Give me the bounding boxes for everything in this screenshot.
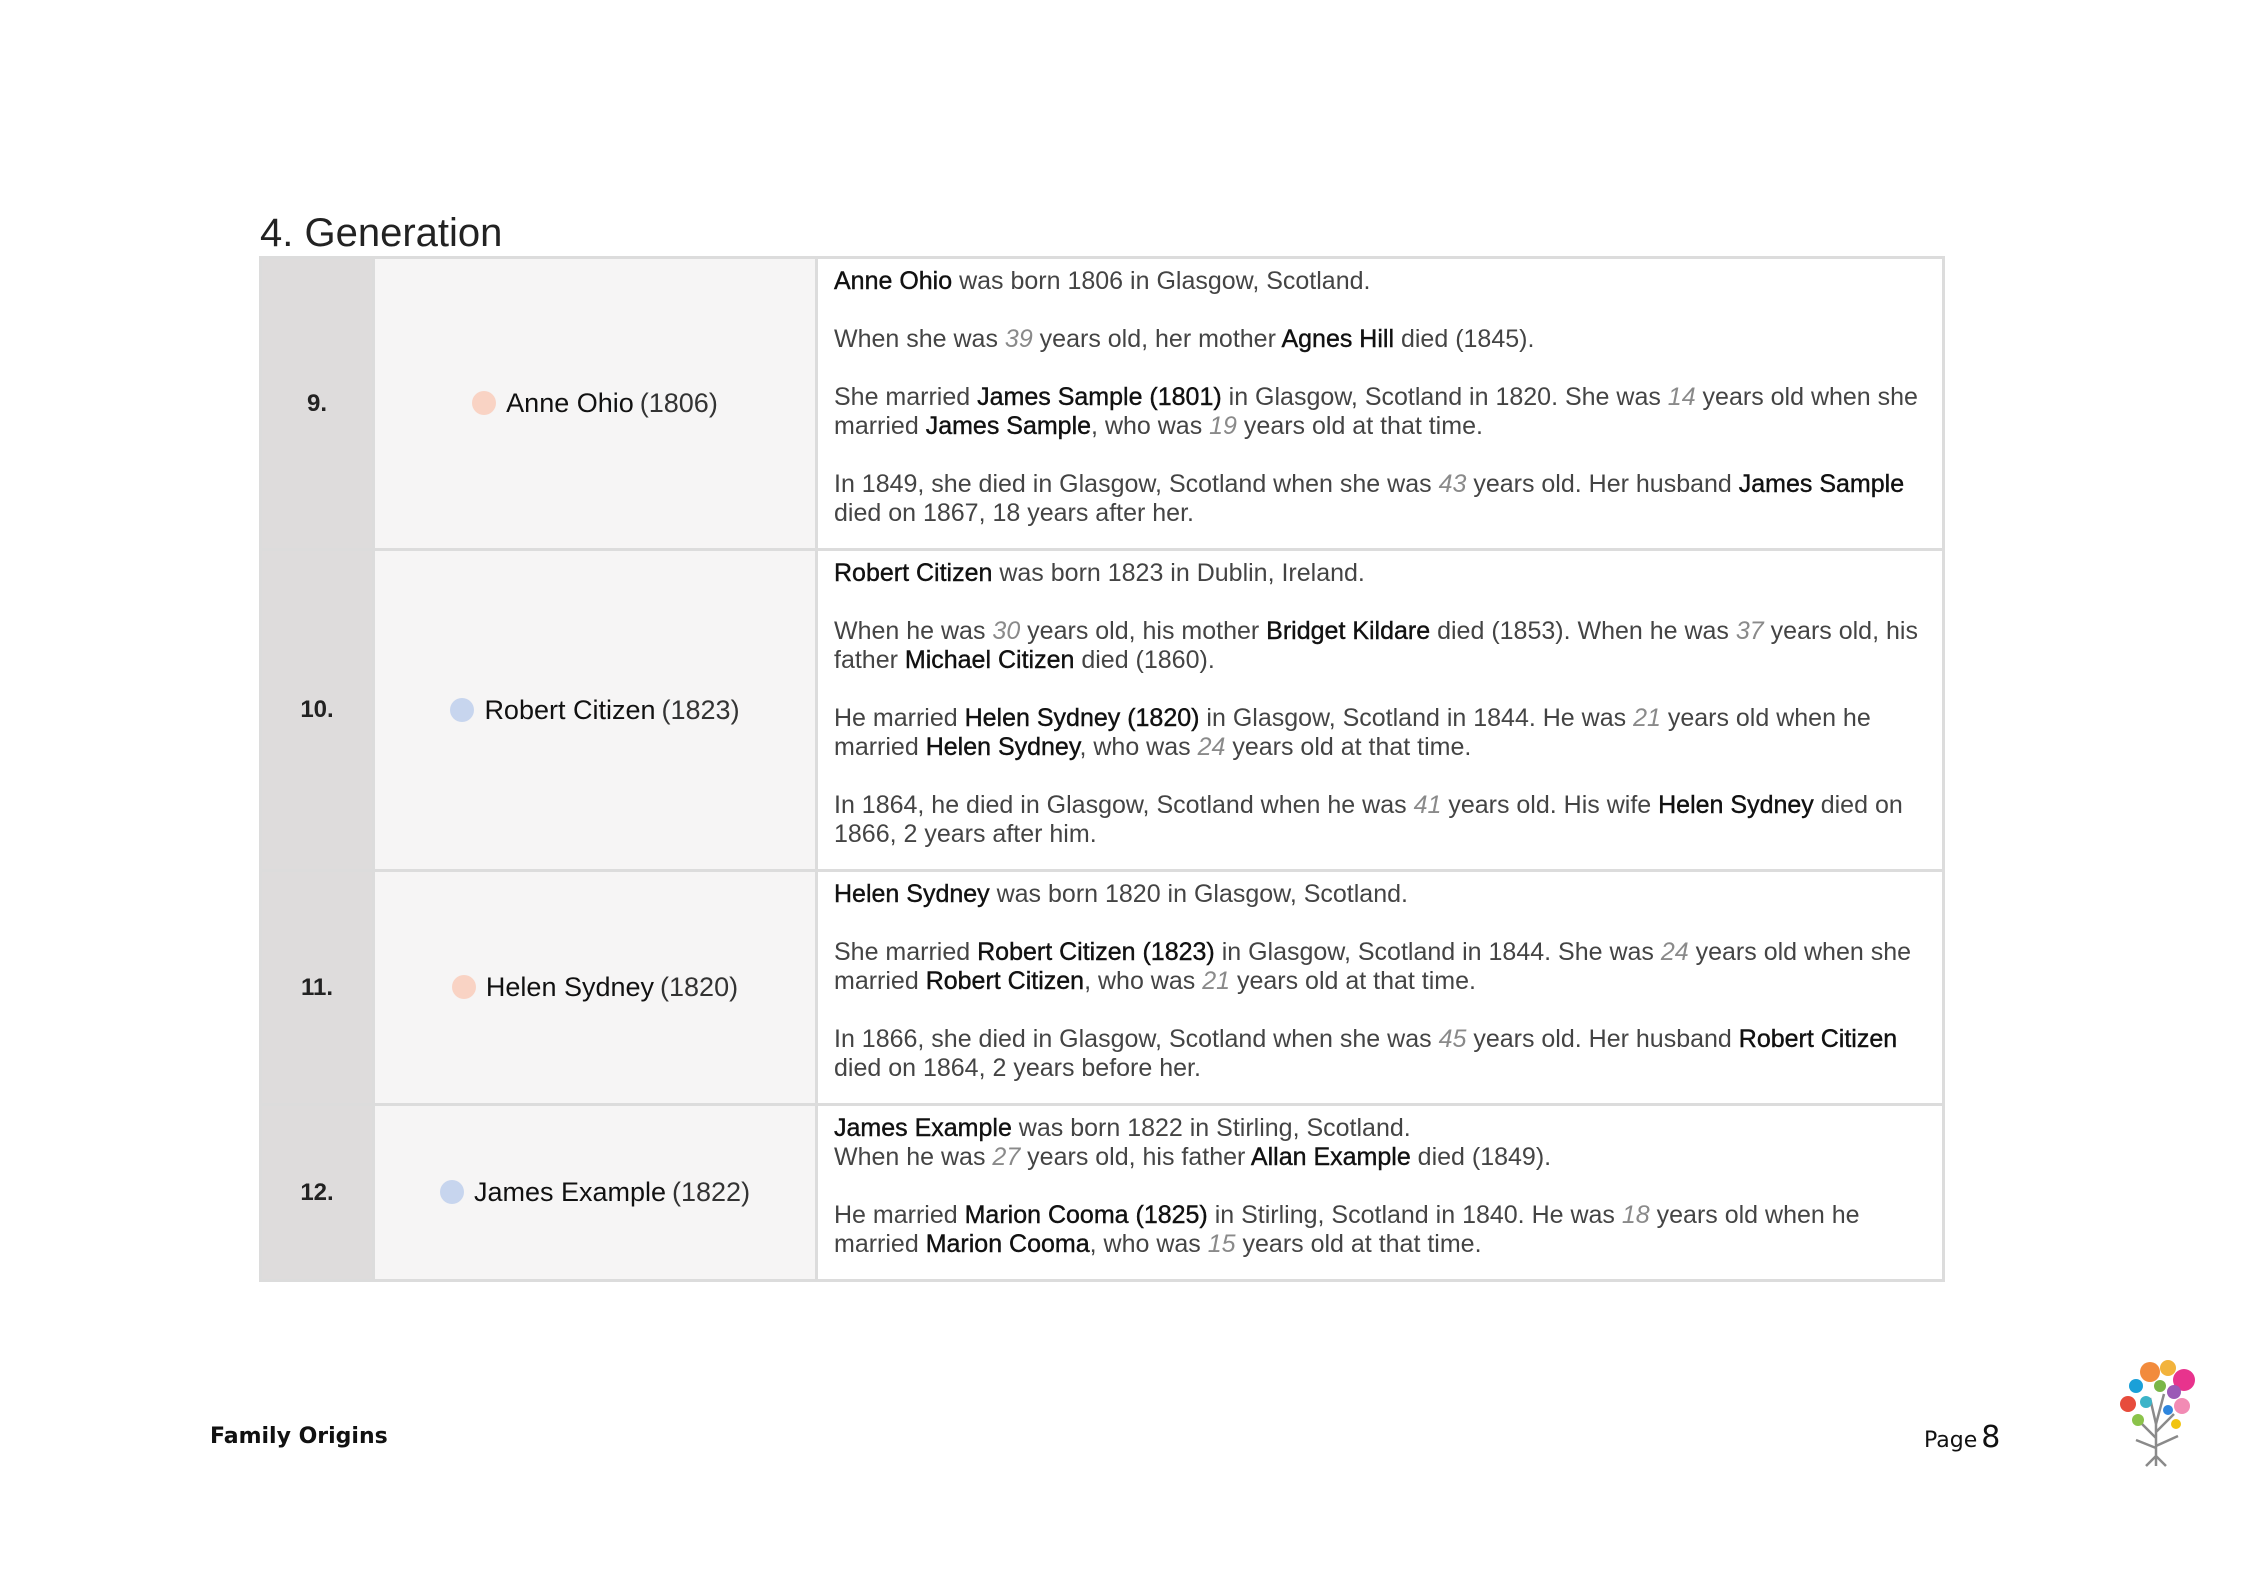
- biography-paragraph: [834, 1114, 1920, 1143]
- age-value: 15: [1207, 1230, 1236, 1258]
- biography-text: years old. Her husband: [1466, 470, 1739, 498]
- biography-text: In 1864, he died in Glasgow, Scotland when he was: [834, 791, 1414, 819]
- biography-text: died (1849).: [1410, 1143, 1552, 1171]
- male-marker-icon: [440, 1180, 464, 1204]
- person-reference: Helen Sydney (1820): [964, 704, 1200, 732]
- biography-text: years old. Her husband: [1466, 1025, 1739, 1053]
- biography-paragraph: [834, 383, 1920, 441]
- biography-paragraph: [834, 791, 1920, 849]
- person-row: [261, 258, 1944, 550]
- person-birth-year: (1806): [639, 388, 718, 418]
- biography-paragraph: [834, 617, 1920, 675]
- age-value: 45: [1438, 1025, 1467, 1053]
- biography-paragraph: [834, 325, 1920, 354]
- person-reference: Marion Cooma: [925, 1230, 1090, 1258]
- biography-cell: [817, 258, 1944, 550]
- biography-text: She married: [834, 938, 978, 966]
- biography-text: died on 1866, 2 years after him.: [834, 791, 1903, 848]
- biography-text: years old, his father: [1020, 1143, 1251, 1171]
- biography-text: years old when she married: [834, 938, 1912, 995]
- age-value: 21: [1633, 704, 1661, 732]
- biography-text: She married: [834, 383, 978, 411]
- person-reference: Helen Sydney: [1658, 791, 1814, 819]
- person-reference: Robert Citizen: [1738, 1025, 1898, 1053]
- biography-text: , who was: [1079, 733, 1198, 761]
- person-cell: [374, 871, 817, 1105]
- person-reference: James Sample: [925, 412, 1092, 440]
- generation-table: [259, 256, 1945, 1282]
- person-row: [261, 1105, 1944, 1281]
- generation-rows: [261, 258, 1944, 1281]
- biography-cell: [817, 1105, 1944, 1281]
- age-value: 18: [1621, 1201, 1650, 1229]
- person-reference: Michael Citizen: [904, 646, 1075, 674]
- age-value: 41: [1413, 791, 1442, 819]
- age-value: 43: [1438, 470, 1467, 498]
- person-birth-year: (1822): [672, 1177, 751, 1207]
- biography-text: in Glasgow, Scotland in 1844. He was: [1199, 704, 1634, 732]
- biography-text: died on 1867, 18 years after her.: [834, 499, 1194, 527]
- age-value: 39: [1004, 325, 1033, 353]
- female-marker-icon: [472, 391, 496, 415]
- age-value: 21: [1202, 967, 1231, 995]
- biography-text: He married: [834, 1201, 965, 1229]
- biography-text: , who was: [1084, 967, 1203, 995]
- biography-text: , who was: [1089, 1230, 1208, 1258]
- person-row: [261, 550, 1944, 871]
- age-value: 14: [1667, 383, 1696, 411]
- person-number: 9.: [261, 258, 374, 550]
- biography-text: in Glasgow, Scotland in 1844. She was: [1214, 938, 1661, 966]
- person-reference: Robert Citizen: [834, 559, 993, 587]
- person-row: [261, 871, 1944, 1105]
- biography-text: years old when she married: [834, 383, 1918, 440]
- person-number: 12.: [261, 1105, 374, 1281]
- biography-paragraph: [834, 470, 1920, 528]
- biography-text: died (1845).: [1394, 325, 1535, 353]
- biography-paragraph: [834, 267, 1920, 296]
- biography-paragraph: [834, 559, 1920, 588]
- biography-cell: [817, 550, 1944, 871]
- biography-text: years old, his father: [834, 617, 1918, 674]
- biography-text: years old at that time.: [1230, 967, 1476, 995]
- person-name: James Example: [473, 1177, 667, 1207]
- person-reference: James Sample: [1738, 470, 1905, 498]
- biography-text: in Glasgow, Scotland in 1820. She was: [1221, 383, 1668, 411]
- biography-text: years old, his mother: [1020, 617, 1267, 645]
- biography-text: In 1849, she died in Glasgow, Scotland when she was: [834, 470, 1439, 498]
- page-label: Page: [1924, 1428, 1978, 1453]
- biography-text: He married: [834, 704, 965, 732]
- biography-paragraph: [834, 938, 1920, 996]
- person-birth-year: (1820): [660, 972, 739, 1002]
- biography-text: years old. His wife: [1441, 791, 1659, 819]
- biography-text: years old at that time.: [1235, 1230, 1482, 1258]
- biography-text: years old at that time.: [1225, 733, 1472, 761]
- person-name: Helen Sydney: [485, 972, 655, 1002]
- age-value: 30: [992, 617, 1021, 645]
- person-reference: Robert Citizen (1823): [977, 938, 1215, 966]
- biography-paragraph: [834, 880, 1920, 909]
- person-name: Anne Ohio: [506, 388, 634, 418]
- biography-paragraph: [834, 704, 1920, 762]
- biography-text: was born 1820 in Glasgow, Scotland.: [989, 880, 1408, 908]
- page-number: 8: [1981, 1420, 2001, 1455]
- person-reference: Robert Citizen: [925, 967, 1085, 995]
- person-cell: [374, 550, 817, 871]
- biography-paragraph: [834, 1143, 1920, 1172]
- page-indicator: [1924, 1420, 2000, 1455]
- biography-text: When he was: [834, 1143, 993, 1171]
- biography-cell: [817, 871, 1944, 1105]
- biography-text: in Stirling, Scotland in 1840. He was: [1207, 1201, 1622, 1229]
- page-title: 4. Generation: [260, 210, 503, 255]
- biography-text: years old when he married: [834, 1201, 1860, 1258]
- biography-text: died (1860).: [1074, 646, 1215, 674]
- biography-text: was born 1823 in Dublin, Ireland.: [992, 559, 1365, 587]
- biography-text: years old, her mother: [1032, 325, 1282, 353]
- person-reference: James Sample (1801): [977, 383, 1222, 411]
- age-value: 19: [1209, 412, 1237, 440]
- age-value: 27: [992, 1143, 1021, 1171]
- age-value: 24: [1197, 733, 1226, 761]
- age-value: 24: [1660, 938, 1689, 966]
- person-reference: Agnes Hill: [1281, 325, 1395, 353]
- person-cell: [374, 258, 817, 550]
- person-number: 11.: [261, 871, 374, 1105]
- biography-text: When he was: [834, 617, 993, 645]
- male-marker-icon: [450, 698, 474, 722]
- biography-paragraph: [834, 1025, 1920, 1083]
- footer-brand: Family Origins: [210, 1424, 388, 1449]
- biography-text: , who was: [1091, 412, 1210, 440]
- person-cell: [374, 1105, 817, 1281]
- person-number: 10.: [261, 550, 374, 871]
- person-reference: Marion Cooma (1825): [964, 1201, 1208, 1229]
- biography-text: was born 1806 in Glasgow, Scotland.: [952, 267, 1371, 295]
- person-reference: Allan Example: [1250, 1143, 1411, 1171]
- biography-text: In 1866, she died in Glasgow, Scotland when she was: [834, 1025, 1439, 1053]
- biography-text: died (1853). When he was: [1430, 617, 1736, 645]
- biography-paragraph: [834, 1201, 1920, 1259]
- female-marker-icon: [452, 975, 476, 999]
- person-birth-year: (1823): [661, 694, 740, 725]
- person-reference: Helen Sydney: [925, 733, 1080, 761]
- biography-text: When she was: [834, 325, 1005, 353]
- biography-text: died on 1864, 2 years before her.: [834, 1054, 1201, 1082]
- biography-text: was born 1822 in Stirling, Scotland.: [1011, 1114, 1411, 1142]
- person-reference: James Example: [834, 1114, 1012, 1142]
- person-reference: Anne Ohio: [834, 267, 953, 295]
- biography-text: years old when he married: [834, 704, 1871, 761]
- person-reference: Bridget Kildare: [1266, 617, 1431, 645]
- biography-text: years old at that time.: [1236, 412, 1483, 440]
- age-value: 37: [1735, 617, 1764, 645]
- person-reference: Helen Sydney: [834, 880, 990, 908]
- family-tree-logo-icon: [2116, 1358, 2196, 1468]
- person-name: Robert Citizen: [484, 694, 656, 725]
